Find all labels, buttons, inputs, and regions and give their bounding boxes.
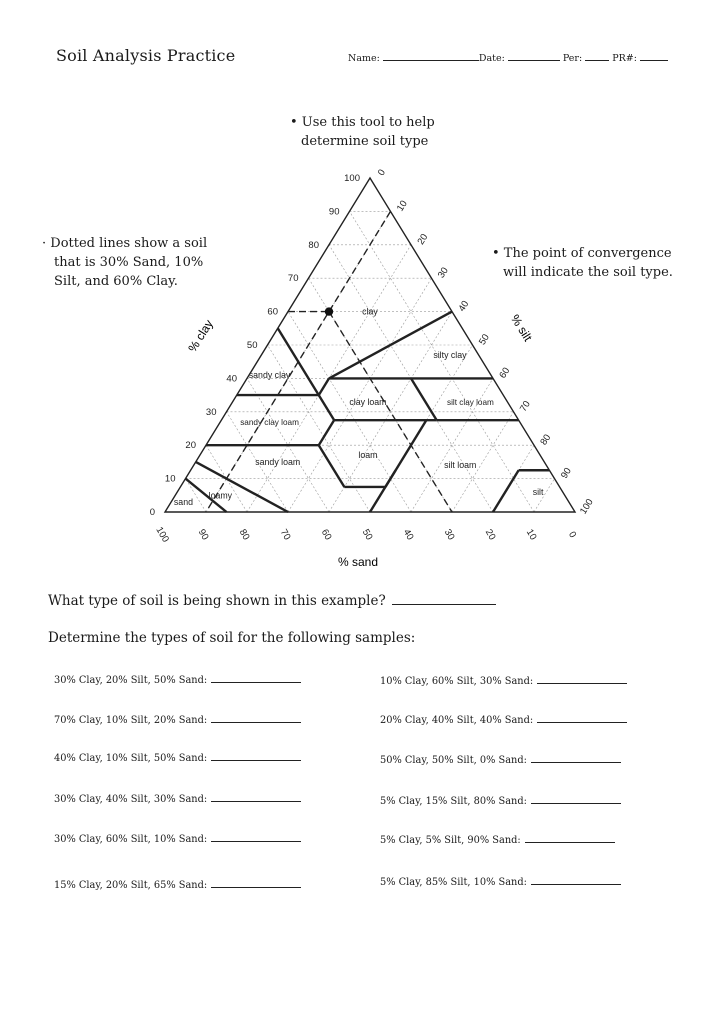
clay-tick-label: 60 xyxy=(267,306,278,318)
question-text: What type of soil is being shown in this example? xyxy=(48,593,386,609)
sand-tick-label: 40 xyxy=(400,527,416,543)
note-line: will indicate the soil type. xyxy=(503,265,673,280)
clay-tick-label: 20 xyxy=(185,440,196,452)
clay-tick-label: 30 xyxy=(205,406,217,418)
sample-label: 70% Clay, 10% Silt, 20% Sand: xyxy=(54,715,208,726)
sample-answer-blank[interactable] xyxy=(537,673,627,684)
sample-answer-blank[interactable] xyxy=(211,831,301,842)
clay-tick-label: 70 xyxy=(287,273,299,285)
region-label: silt clay loam xyxy=(447,397,494,407)
samples-heading: Determine the types of soil for the following samples: xyxy=(48,630,416,646)
name-blank[interactable] xyxy=(383,51,479,61)
sample-label: 5% Clay, 5% Silt, 90% Sand: xyxy=(380,835,521,846)
sample-answer-blank[interactable] xyxy=(211,750,301,761)
sample-label: 15% Clay, 20% Silt, 65% Sand: xyxy=(54,880,208,891)
clay-tick-label: 80 xyxy=(308,239,319,251)
sample-item xyxy=(380,832,615,846)
region-label: sandy clay loam xyxy=(240,417,299,427)
silt-tick-label: 30 xyxy=(435,265,451,281)
sand-axis-label: % sand xyxy=(337,555,379,569)
pr-blank[interactable] xyxy=(640,51,668,61)
note-line: • Use this tool to help xyxy=(290,115,435,130)
clay-tick-label: 50 xyxy=(246,340,258,351)
sample-item xyxy=(54,672,301,686)
sample-item xyxy=(380,874,621,888)
silt-tick-label: 10 xyxy=(394,198,410,214)
sample-item xyxy=(380,712,627,726)
sand-tick-label: 0 xyxy=(566,529,579,540)
clay-tick-label: 10 xyxy=(164,473,176,485)
sample-answer-blank[interactable] xyxy=(211,712,301,723)
silt-tick-label: 70 xyxy=(517,399,533,414)
silt-tick-label: 20 xyxy=(415,232,431,247)
date-label: Date: xyxy=(478,53,505,64)
silt-tick-label: 90 xyxy=(558,465,574,481)
silt-tick-label: 50 xyxy=(476,332,492,348)
name-label: Name: xyxy=(348,53,380,64)
sample-answer-blank[interactable] xyxy=(537,712,627,723)
sample-label: 30% Clay, 60% Silt, 10% Sand: xyxy=(54,834,208,845)
region-label: silt loam xyxy=(444,460,477,471)
sample-answer-blank[interactable] xyxy=(211,877,301,888)
sand-tick-label: 50 xyxy=(359,527,375,543)
sample-item xyxy=(380,673,627,687)
sample-answer-blank[interactable] xyxy=(211,672,301,683)
page-title: Soil Analysis Practice xyxy=(56,46,236,65)
sample-item xyxy=(54,877,301,891)
sample-item xyxy=(54,712,301,726)
region-label: loam xyxy=(358,450,378,461)
sample-answer-blank[interactable] xyxy=(211,791,301,802)
sample-label: 30% Clay, 20% Silt, 50% Sand: xyxy=(54,675,208,686)
grid-line xyxy=(350,211,535,512)
sand-tick-label: 70 xyxy=(277,527,293,543)
sand-tick-label: 10 xyxy=(523,527,539,543)
region-boundary xyxy=(319,378,329,395)
clay-tick-label: 40 xyxy=(226,373,237,385)
note-line: • The point of convergence xyxy=(492,246,672,261)
silt-tick-label: 80 xyxy=(538,432,554,448)
sand-tick-label: 80 xyxy=(236,527,252,543)
note-line: that is 30% Sand, 10% xyxy=(54,255,204,270)
answer-blank[interactable] xyxy=(392,592,496,605)
clay-tick-label: 0 xyxy=(149,507,155,518)
note-line: determine soil type xyxy=(301,134,429,149)
region-label: clay xyxy=(362,306,378,317)
sample-item xyxy=(54,831,301,845)
triangle-grid xyxy=(186,211,555,512)
date-blank[interactable] xyxy=(508,51,560,61)
clay-axis-label: % clay xyxy=(185,317,216,355)
sand-tick-label: 30 xyxy=(441,527,457,543)
example-question xyxy=(48,592,496,609)
region-boundary xyxy=(493,470,519,512)
region-boundary xyxy=(329,312,452,379)
student-info-fields xyxy=(348,51,668,64)
note-line: · Dotted lines show a soil xyxy=(42,236,208,251)
region-label: sand xyxy=(173,496,193,507)
grid-line xyxy=(186,479,207,512)
region-boundary xyxy=(370,470,396,512)
sample-item xyxy=(380,752,621,766)
pr-label: PR#: xyxy=(612,53,637,64)
sample-item xyxy=(54,791,301,805)
clay-tick-label: 90 xyxy=(328,206,340,218)
region-boundary xyxy=(319,445,345,487)
region-label: clay loam xyxy=(349,396,387,407)
sample-item xyxy=(380,793,621,807)
region-boundary xyxy=(319,395,334,420)
convergence-point xyxy=(325,307,333,315)
region-label: sandy loam xyxy=(255,456,301,467)
example-silt-line xyxy=(206,211,391,512)
sand-tick-label: 90 xyxy=(195,527,211,543)
per-label: Per: xyxy=(562,53,583,64)
sample-item xyxy=(54,750,301,764)
sample-answer-blank[interactable] xyxy=(531,874,621,885)
sample-answer-blank[interactable] xyxy=(531,793,621,804)
sample-label: 5% Clay, 15% Silt, 80% Sand: xyxy=(380,796,527,807)
silt-tick-label: 40 xyxy=(456,298,472,314)
sample-label: 5% Clay, 85% Silt, 10% Sand: xyxy=(380,877,527,888)
sand-tick-label: 100 xyxy=(153,525,171,545)
sample-label: 30% Clay, 40% Silt, 30% Sand: xyxy=(54,794,208,805)
sand-tick-label: 20 xyxy=(482,527,498,543)
silt-tick-label: 60 xyxy=(497,365,513,381)
clay-tick-label: 100 xyxy=(344,173,360,184)
example-dotted-lines xyxy=(206,211,452,512)
region-label: loamy xyxy=(208,490,233,501)
region-label: sandy clay xyxy=(248,370,291,381)
soil-texture-triangle xyxy=(120,158,596,578)
silt-axis-label: % silt xyxy=(507,312,535,344)
sample-answer-blank[interactable] xyxy=(531,752,621,763)
silt-tick-label: 100 xyxy=(578,497,596,517)
triangle-outline xyxy=(165,178,575,512)
note-line: Silt, and 60% Clay. xyxy=(54,274,178,289)
sample-label: 10% Clay, 60% Silt, 30% Sand: xyxy=(380,676,534,687)
note-tool-usage xyxy=(290,113,470,151)
region-label: silt xyxy=(532,486,544,497)
sample-label: 50% Clay, 50% Silt, 0% Sand: xyxy=(380,755,527,766)
silt-tick-label: 0 xyxy=(375,167,388,178)
grid-line xyxy=(288,312,411,512)
sand-tick-label: 60 xyxy=(318,527,334,543)
sample-answer-blank[interactable] xyxy=(525,832,615,843)
sample-label: 40% Clay, 10% Silt, 50% Sand: xyxy=(54,753,208,764)
per-blank[interactable] xyxy=(585,51,609,61)
region-label: silty clay xyxy=(433,350,467,361)
region-boundary xyxy=(196,462,288,512)
region-boundary xyxy=(411,378,437,420)
sample-label: 20% Clay, 40% Silt, 40% Sand: xyxy=(380,715,534,726)
